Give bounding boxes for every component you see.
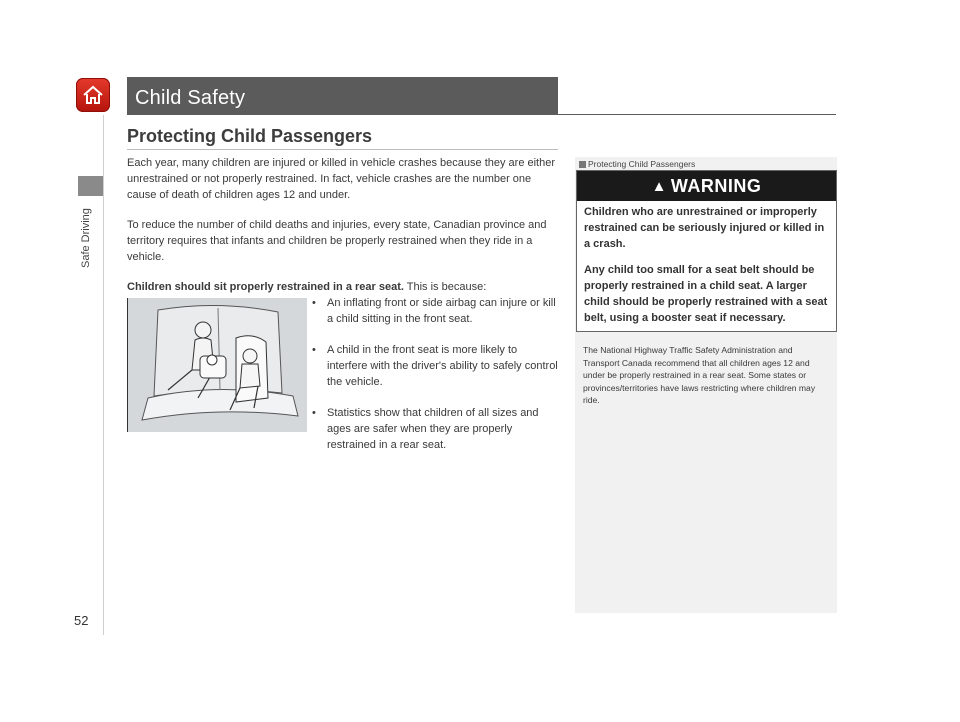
section-title: Protecting Child Passengers	[127, 126, 373, 146]
chapter-rule	[558, 114, 836, 115]
child-seat-illustration	[127, 298, 307, 432]
sidebar-note: The National Highway Traffic Safety Administration and Transport Canada recommend that all children ages 12 and under be properly restrained in a rear seat. Some states or provinces/territories have laws restricting where children may ride.	[583, 345, 816, 406]
sidebar-divider	[103, 115, 104, 635]
reference-icon	[579, 161, 586, 168]
section-rule	[127, 149, 558, 150]
rear-seat-emphasis: Children should sit properly restrained in a rear seat.	[127, 281, 404, 293]
list-item: • A child in the front seat is more likely to interfere with the driver's ability to safely control the vehicle.	[312, 344, 558, 388]
chapter-tab-marker	[78, 176, 103, 196]
chapter-side-label[interactable]: Safe Driving	[80, 208, 92, 268]
list-item: • Statistics show that children of all sizes and ages are safer when they are properly restrained in a rear seat.	[312, 407, 539, 451]
warning-text-1: Children who are unrestrained or improperly restrained can be seriously injured or killed in a crash.	[584, 206, 825, 250]
home-icon	[82, 84, 104, 106]
rear-seat-paragraph	[127, 279, 559, 295]
list-item: • An inflating front or side airbag can injure or kill a child sitting in the front seat.	[312, 297, 556, 325]
warning-triangle-icon: ▲	[651, 178, 667, 195]
intro-paragraph: Each year, many children are injured or killed in vehicle crashes because they are either unrestrained or not properly restrained. In fact, vehicle crashes are the number one cause of death of children ages 12 and under.	[127, 157, 556, 201]
warning-text-2: Any child too small for a seat belt should be properly restrained in a child seat. A larger child should be properly restrained with a seat belt, using a booster seat if necessary.	[584, 264, 828, 324]
reasons-list	[312, 295, 560, 468]
sidebar-heading[interactable]: Protecting Child Passengers	[579, 159, 695, 169]
rear-seat-reason: This is because:	[403, 281, 487, 293]
chapter-title: Child Safety	[135, 87, 246, 109]
home-button[interactable]	[76, 78, 110, 112]
page-number: 52	[74, 613, 89, 628]
law-paragraph: To reduce the number of child deaths and injuries, every state, Canadian province and territory requires that infants and children be properly restrained when they ride in a vehicle.	[127, 219, 547, 263]
warning-header: ▲ WARNING	[577, 171, 836, 201]
